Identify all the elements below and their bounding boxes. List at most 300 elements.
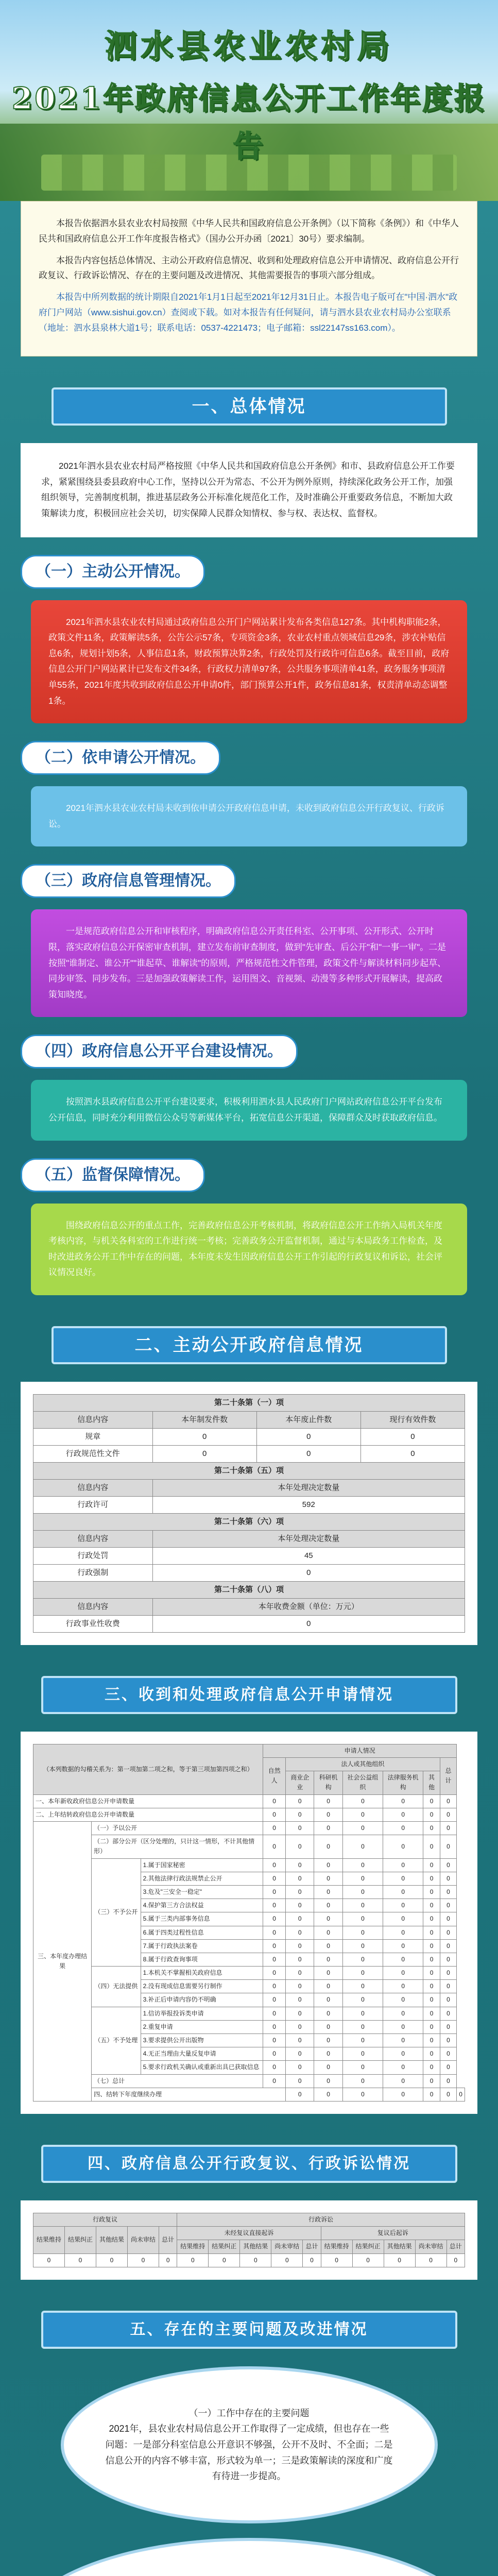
row-label: 6.属于四类过程性信息	[141, 1926, 263, 1939]
column-header: 信息内容	[33, 1411, 153, 1428]
table-cell: 0	[342, 2007, 383, 2020]
column-header: 总计	[303, 2240, 321, 2253]
active-info-tables	[21, 1382, 477, 1645]
table-corner-note: （本列数据的勾稽关系为：第一项加第二项之和，等于第三项加第四项之和）	[33, 1744, 263, 1794]
table-cell: 0	[342, 1926, 383, 1939]
table-cell: 0	[286, 1835, 314, 1858]
table-cell: 0	[152, 1445, 256, 1462]
report-header	[0, 0, 498, 201]
table-cell: 0	[314, 2034, 342, 2047]
table-cell: 0	[342, 1953, 383, 1966]
row-label: 1.信访举报投诉类申请	[141, 2007, 263, 2020]
column-header: 自然人	[263, 1758, 286, 1795]
column-header: 结果维持	[321, 2240, 352, 2253]
row-label: 4.无正当理由大量反复申请	[141, 2047, 263, 2061]
table-cell: 0	[263, 1939, 286, 1953]
column-header: 商业企业	[286, 1771, 314, 1794]
table-cell: 0	[342, 1885, 383, 1899]
table-row	[33, 1564, 465, 1581]
row-label: 一、本年新收政府信息公开申请数量	[33, 1794, 263, 1808]
table-cell: 0	[383, 1872, 423, 1885]
table-cell: 0	[314, 1872, 342, 1885]
table-cell: 0	[263, 1967, 286, 1980]
intro-paragraph: 本报告内容包括总体情况、主动公开政府信息情况、收到和处理政府信息公开申请情况、政府信息公开行政复议、行政诉讼情况、存在的主要问题及改进情况、其他需要报告的事项六部分组成。	[39, 255, 459, 281]
table-cell: 0	[314, 1926, 342, 1939]
applications-table	[33, 1744, 465, 2102]
applications-table-wrap	[21, 1732, 477, 2114]
table-cell: 0	[423, 1794, 440, 1808]
overview-card	[21, 443, 477, 537]
table-cell: 行政强制	[33, 1564, 153, 1581]
table-cell: 0	[423, 1926, 440, 1939]
subhead-supervision: （五）监督保障情况。	[21, 1158, 205, 1192]
table-cell: 0	[263, 1953, 286, 1966]
column-group-header: 申请人情况	[263, 1744, 457, 1757]
table-cell: 0	[342, 1835, 383, 1858]
table-row	[33, 1858, 465, 1872]
table-cell: 0	[440, 2074, 456, 2088]
intro-paragraph: 本报告依据泗水县农业农村局按照《中华人民共和国政府信息公开条例》（以下简称《条例》）和《中华人民共和国政府信息公开工作年度报告格式》（国办公开办函〔2021〕30号）要求编制。	[39, 218, 459, 244]
table-cell: 0	[314, 2047, 342, 2061]
table-cell: 0	[263, 2047, 286, 2061]
table-cell: 0	[314, 1858, 342, 1872]
table-cell: 0	[240, 2253, 271, 2267]
column-header: 结果纠正	[209, 2240, 240, 2253]
row-label: 3.要求提供公开出版物	[141, 2034, 263, 2047]
problems-title: （一）工作中存在的主要问题	[188, 2408, 310, 2418]
table-cell: 0	[383, 2047, 423, 2061]
supervision-text: 围绕政府信息公开的重点工作，完善政府信息公开考核机制，将政府信息公开工作纳入局机关年度考核内容，与机关各科室的工作进行统一考核；完善政务公开监督机制，通过与本局政务工作检查，及时改进政务公开工作中存在的问题，本年度未发生因政府信息公开工作引起的行政复议和诉讼，社会评议情况良好。	[48, 1220, 442, 1278]
table-title: 第二十条第（一）项	[33, 1394, 465, 1411]
table-cell: 0	[152, 1564, 465, 1581]
table-cell: 0	[314, 1993, 342, 2007]
table-cell: 0	[383, 2007, 423, 2020]
row-label: 二、上年结转政府信息公开申请数量	[33, 1808, 263, 1821]
table-row	[33, 2007, 465, 2020]
table-cell: 0	[286, 2061, 314, 2074]
table-cell: 0	[342, 1912, 383, 1926]
row-label: （七）总计	[92, 2074, 263, 2088]
report-title-line1: 泗水县农业农村局	[105, 27, 393, 65]
table-cell: 0	[383, 1885, 423, 1899]
table-cell: 0	[440, 1822, 456, 1835]
application-disclosure-box	[31, 786, 467, 846]
table-cell: 0	[440, 1953, 456, 1966]
table-cell: 0	[383, 2034, 423, 2047]
row-label: 2.没有现成信息需要另行制作	[141, 1980, 263, 1993]
table-row	[33, 1615, 465, 1632]
table-row	[33, 1835, 465, 1858]
table-cell: 0	[263, 2074, 286, 2088]
table-cell: 0	[159, 2253, 177, 2267]
table-cell: 0	[352, 2253, 384, 2267]
application-disclosure-text: 2021年泗水县农业农村局未收到依申请公开政府信息申请，未收到政府信息公开行政复议、行政诉讼。	[48, 803, 444, 829]
row-label: 7.属于行政执法案卷	[141, 1939, 263, 1953]
table-row	[33, 1547, 465, 1564]
table-cell: 0	[383, 1835, 423, 1858]
table-cell: 0	[440, 1899, 456, 1912]
table-row	[33, 1794, 465, 1808]
table-cell: 0	[423, 1835, 440, 1858]
row-label: 三、本年度办理结果	[33, 1822, 92, 2102]
table-cell: 0	[423, 2074, 440, 2088]
table-cell: 0	[286, 1953, 314, 1966]
table-cell: 592	[152, 1496, 465, 1513]
article20-item1-table	[33, 1394, 465, 1633]
table-cell: 0	[384, 2253, 415, 2267]
table-cell: 0	[263, 2034, 286, 2047]
row-label: （二）部分公开（区分处理的，只计这一情形，不计其他情形）	[92, 1835, 263, 1858]
table-cell: 0	[423, 1858, 440, 1872]
table-cell: 0	[128, 2253, 159, 2267]
table-cell: 0	[286, 1926, 314, 1939]
table-row	[33, 1445, 465, 1462]
intro-contact-paragraph: 本报告中所列数据的统计期限自2021年1月1日起至2021年12月31日止。本报告电子版可在"中国·泗水"政府门户网站（www.sishui.gov.cn）查阅或下载。如对本报告有任何疑问，请与泗水县农业农村局办公室联系（地址：泗水县泉林大道1号；联系电话：0537-4221473；电子邮箱：ssl22147ss163.com）。	[39, 292, 458, 333]
table-cell: 0	[342, 1899, 383, 1912]
table-cell: 0	[440, 2020, 456, 2033]
column-header: 本年制发件数	[152, 1411, 256, 1428]
problems-bubble	[64, 2369, 435, 2520]
table-cell: 0	[303, 2253, 321, 2267]
table-cell: 0	[314, 1967, 342, 1980]
column-header: 其他	[423, 1771, 440, 1794]
table-cell: 0	[383, 1953, 423, 1966]
table-title: 第二十条第（五）项	[33, 1462, 465, 1479]
table-cell: 0	[286, 2034, 314, 2047]
table-cell: 规章	[33, 1428, 153, 1445]
table-cell: 0	[263, 1980, 286, 1993]
section-banner-active-info: 二、主动公开政府信息情况	[51, 1326, 447, 1364]
table-cell: 0	[383, 1808, 423, 1821]
table-cell: 行政事业性收费	[33, 1615, 153, 1632]
table-row	[33, 1808, 465, 1821]
table-cell: 0	[423, 1953, 440, 1966]
table-cell: 0	[423, 1808, 440, 1821]
information-management-box	[31, 909, 467, 1017]
table-cell: 0	[342, 2020, 383, 2033]
table-cell: 0	[457, 2088, 465, 2101]
table-cell: 0	[440, 2047, 456, 2061]
table-cell: 0	[286, 2007, 314, 2020]
section-banner-problems: 五、存在的主要问题及改进情况	[41, 2311, 457, 2349]
table-cell: 0	[286, 1899, 314, 1912]
table-cell: 0	[152, 1428, 256, 1445]
column-header: 信息内容	[33, 1479, 153, 1496]
review-table-wrap	[21, 2200, 477, 2280]
table-cell: 0	[33, 2253, 65, 2267]
table-cell: 0	[286, 1794, 314, 1808]
column-header: 结果纠正	[352, 2240, 384, 2253]
table-cell: 0	[440, 1993, 456, 2007]
table-cell: 0	[342, 2088, 383, 2101]
table-cell: 0	[440, 1912, 456, 1926]
row-label: （三）不予公开	[92, 1858, 141, 1967]
table-cell: 0	[286, 1858, 314, 1872]
table-cell: 0	[440, 1967, 456, 1980]
table-cell: 0	[383, 2061, 423, 2074]
table-cell: 0	[314, 1939, 342, 1953]
row-label: 8.属于行政查询事项	[141, 1953, 263, 1966]
row-label: 2.其他法律行政法规禁止公开	[141, 1872, 263, 1885]
section-banner-review-litigation: 四、政府信息公开行政复议、行政诉讼情况	[41, 2145, 457, 2183]
table-cell: 0	[263, 1872, 286, 1885]
table-cell: 0	[383, 1967, 423, 1980]
table-cell: 0	[263, 2061, 286, 2074]
table-cell: 0	[286, 1939, 314, 1953]
table-cell: 0	[256, 1428, 360, 1445]
table-cell: 0	[152, 1615, 465, 1632]
table-cell: 0	[440, 1980, 456, 1993]
table-cell: 0	[423, 2047, 440, 2061]
column-group-header: 行政诉讼	[177, 2213, 465, 2226]
table-cell: 0	[383, 1899, 423, 1912]
column-group-header: 行政复议	[33, 2213, 177, 2226]
table-cell: 0	[415, 2253, 447, 2267]
table-row	[33, 1496, 465, 1513]
table-cell: 0	[440, 1872, 456, 1885]
table-cell: 0	[423, 1912, 440, 1926]
table-cell: 0	[286, 1980, 314, 1993]
table-cell: 0	[383, 2088, 423, 2101]
table-cell: 0	[286, 2020, 314, 2033]
row-label: 1.属于国家秘密	[141, 1858, 263, 1872]
row-label: 1.本机关不掌握相关政府信息	[141, 1967, 263, 1980]
table-cell: 0	[423, 1899, 440, 1912]
table-cell: 0	[360, 1445, 465, 1462]
column-header: 其他结果	[96, 2227, 128, 2253]
row-label: 4.保护第三方合法权益	[141, 1899, 263, 1912]
table-cell: 0	[383, 1939, 423, 1953]
table-cell: 0	[263, 1858, 286, 1872]
table-row	[33, 1967, 465, 1980]
table-cell: 0	[423, 1967, 440, 1980]
table-cell: 0	[423, 1939, 440, 1953]
table-cell: 0	[286, 2074, 314, 2088]
table-cell: 0	[263, 1912, 286, 1926]
subhead-application-disclosure: （二）依申请公开情况。	[21, 741, 220, 775]
table-cell: 0	[263, 1835, 286, 1858]
row-label: 2.重复申请	[141, 2020, 263, 2033]
row-label: 5.要求行政机关确认或重新出具已获取信息	[141, 2061, 263, 2074]
column-header: 本年处理决定数量	[152, 1479, 465, 1496]
table-cell: 0	[383, 1980, 423, 1993]
column-header: 信息内容	[33, 1598, 153, 1615]
column-header: 结果维持	[177, 2240, 209, 2253]
table-cell: 0	[383, 2020, 423, 2033]
subhead-platform-construction: （四）政府信息公开平台建设情况。	[21, 1035, 298, 1069]
platform-construction-text: 按照泗水县政府信息公开平台建设要求，积极利用泗水县人民政府门户网站政府信息公开平台发布公开信息，同时充分利用微信公众号等新媒体平台，拓宽信息公开渠道，保障群众及时获取政府信息。	[48, 1097, 442, 1123]
table-cell: 0	[342, 1993, 383, 2007]
improvements-bubble	[18, 2541, 481, 2576]
table-cell: 0	[314, 1912, 342, 1926]
table-cell: 0	[65, 2253, 96, 2267]
column-group-header: 复议后起诉	[321, 2227, 465, 2240]
table-cell: 0	[423, 1993, 440, 2007]
active-disclosure-text: 2021年泗水县农业农村局通过政府信息公开门户网站累计发布各类信息127条。其中机构职能2条，政策文件11条，政策解读5条，公告公示57条，专项资金3条，农业农村重点领域信息29条，涉农补贴信息6条，规划计划5条，人事信息1条，财政预算决算2条，行政处罚及行政许可信息6条。截至目前，政府信息公开门户网站累计已发布文件34条，行政权力清单97条，公共服务事项清单41条，政务服务事项清单55条，2021年度共收到政府信息公开申请0件，部门预算公开1件，政务信息81条，权责清单动态调整1条。	[48, 617, 450, 706]
table-cell: 0	[314, 1808, 342, 1821]
overview-text: 2021年泗水县农业农村局严格按照《中华人民共和国政府信息公开条例》和市、县政府信息公开工作要求，紧紧围绕县委县政府中心工作，坚持以公开为常态、不公开为例外原则，持续深化政务公开工作，加强组织领导，完善制度机制，推进基层政务公开标准化规范化工作，及时准确公开重要政务信息，不断加大政策解读力度，积极回应社会关切，切实保障人民群众知情权、参与权、表达权、监督权。	[41, 461, 455, 519]
column-header: 尚未审结	[128, 2227, 159, 2253]
table-cell: 0	[423, 2034, 440, 2047]
row-label: 5.属于三类内部事务信息	[141, 1912, 263, 1926]
column-header: 信息内容	[33, 1530, 153, 1547]
problems-text: 2021年，县农业农村局信息公开工作取得了一定成绩，但也存在一些问题：一是部分科室信息公开意识不够强，公开不及时、不全面；二是信息公开的内容不够丰富，形式较为单一；三是政策解读的深度和广度有待进一步提高。	[105, 2424, 393, 2482]
table-cell: 0	[423, 1980, 440, 1993]
column-header: 其他结果	[384, 2240, 415, 2253]
table-cell: 0	[423, 1885, 440, 1899]
table-cell: 0	[314, 1980, 342, 1993]
platform-construction-box	[31, 1080, 467, 1140]
column-header: 现行有效件数	[360, 1411, 465, 1428]
table-cell: 0	[286, 2047, 314, 2061]
table-cell: 0	[423, 2020, 440, 2033]
table-row	[33, 2088, 465, 2101]
table-cell: 0	[286, 1967, 314, 1980]
table-cell: 0	[96, 2253, 128, 2267]
table-cell: 0	[440, 2007, 456, 2020]
table-cell: 0	[440, 2088, 456, 2101]
table-cell: 0	[383, 1926, 423, 1939]
column-header: 尚未审结	[271, 2240, 303, 2253]
table-title: 第二十条第（八）项	[33, 1581, 465, 1598]
table-cell: 0	[263, 1899, 286, 1912]
table-cell: 0	[286, 1993, 314, 2007]
table-cell: 0	[177, 2253, 209, 2267]
table-cell: 0	[342, 1858, 383, 1872]
table-cell: 0	[423, 2061, 440, 2074]
table-cell: 0	[447, 2253, 465, 2267]
information-management-text: 一是规范政府信息公开和审核程序，明确政府信息公开责任科室、公开事项、公开形式、公开时限，落实政府信息公开保密审查机制，建立发布前审查制度，做到"先审查、后公开"和"一事一审"。二是按照"谁制定、谁公开""谁起草、谁解读"的原则，严格规范性文件管理，政策文件与解读材料同步起草、同步审签、同步发布。三是加强政策解读工作，运用图文、音视频、动漫等多种形式开展解读，提高政策知晓度。	[48, 926, 447, 999]
table-cell: 0	[314, 2007, 342, 2020]
column-header: 本年处理决定数量	[152, 1530, 465, 1547]
column-header: 总计	[447, 2240, 465, 2253]
table-cell: 0	[342, 2074, 383, 2088]
table-cell: 0	[263, 1822, 286, 1835]
table-title: 第二十条第（六）项	[33, 1513, 465, 1530]
supervision-box	[31, 1204, 467, 1295]
active-disclosure-box	[31, 600, 467, 724]
row-label: （一）予以公开	[92, 1822, 263, 1835]
review-litigation-table	[33, 2213, 465, 2267]
table-cell: 0	[286, 1885, 314, 1899]
table-cell: 0	[342, 1872, 383, 1885]
table-cell: 0	[263, 1794, 286, 1808]
table-cell: 0	[383, 1912, 423, 1926]
table-cell: 0	[440, 1808, 456, 1821]
column-header: 本年收费金额（单位：万元）	[152, 1598, 465, 1615]
table-cell: 0	[383, 1858, 423, 1872]
column-header: 科研机构	[314, 1771, 342, 1794]
table-cell: 0	[423, 2007, 440, 2020]
table-cell: 0	[314, 1953, 342, 1966]
table-cell: 0	[314, 1822, 342, 1835]
table-cell: 0	[314, 2074, 342, 2088]
table-row	[33, 2253, 465, 2267]
column-header: 结果纠正	[65, 2227, 96, 2253]
table-cell: 0	[263, 1993, 286, 2007]
table-cell: 0	[321, 2253, 352, 2267]
column-header: 结果维持	[33, 2227, 65, 2253]
table-cell: 0	[440, 2061, 456, 2074]
table-cell: 0	[286, 1808, 314, 1821]
table-cell: 0	[342, 1980, 383, 1993]
table-cell: 0	[440, 1885, 456, 1899]
row-label: （五）不予处理	[92, 2007, 141, 2074]
row-label: 3.危及"三安全一稳定"	[141, 1885, 263, 1899]
table-cell: 0	[263, 2007, 286, 2020]
table-cell: 0	[440, 1835, 456, 1858]
subhead-information-management: （三）政府信息管理情况。	[21, 864, 236, 898]
table-cell: 行政处罚	[33, 1547, 153, 1564]
table-cell: 行政规范性文件	[33, 1445, 153, 1462]
row-label: 四、结转下年度继续办理	[92, 2088, 286, 2101]
applications-table-body	[33, 1794, 465, 2101]
row-label: 3.补正后申请内容仍不明确	[141, 1993, 263, 2007]
column-group-header: 未经复议直接起诉	[177, 2227, 321, 2240]
column-header: 其他结果	[240, 2240, 271, 2253]
table-cell: 0	[263, 1885, 286, 1899]
column-header: 尚未审结	[415, 2240, 447, 2253]
table-cell: 0	[314, 2061, 342, 2074]
table-cell: 0	[342, 1808, 383, 1821]
table-cell: 0	[314, 1885, 342, 1899]
table-cell: 0	[314, 1794, 342, 1808]
table-cell: 0	[256, 1445, 360, 1462]
column-header: 法律服务机构	[383, 1771, 423, 1794]
report-title-line2: 2021年政府信息公开工作年度报告	[11, 81, 487, 164]
table-row	[33, 2074, 465, 2088]
table-cell: 45	[152, 1547, 465, 1564]
table-cell: 0	[342, 1794, 383, 1808]
table-cell: 0	[342, 2061, 383, 2074]
row-label: （四）无法提供	[92, 1967, 141, 2007]
table-cell: 0	[383, 1993, 423, 2007]
table-row	[33, 1428, 465, 1445]
table-cell: 0	[314, 1899, 342, 1912]
table-cell: 0	[383, 1794, 423, 1808]
section-banner-applications: 三、收到和处理政府信息公开申请情况	[41, 1676, 457, 1714]
table-cell: 0	[286, 1912, 314, 1926]
table-cell: 0	[263, 1926, 286, 1939]
table-cell: 0	[383, 2074, 423, 2088]
subhead-active-disclosure: （一）主动公开情况。	[21, 555, 205, 589]
table-cell: 0	[423, 1822, 440, 1835]
column-header: 总计	[440, 1758, 456, 1795]
column-header: 社会公益组织	[342, 1771, 383, 1794]
table-row	[33, 1822, 465, 1835]
table-cell: 0	[263, 2020, 286, 2033]
table-cell: 0	[440, 1794, 456, 1808]
section-banner-overview: 一、总体情况	[51, 387, 447, 426]
table-cell: 0	[342, 2047, 383, 2061]
table-cell: 0	[342, 1822, 383, 1835]
table-cell: 0	[271, 2253, 303, 2267]
table-cell: 0	[314, 2020, 342, 2033]
table-cell: 0	[440, 1926, 456, 1939]
table-cell: 0	[440, 1858, 456, 1872]
column-header: 本年废止件数	[256, 1411, 360, 1428]
table-cell: 0	[423, 2088, 440, 2101]
table-cell: 0	[263, 1808, 286, 1821]
table-cell: 0	[440, 1939, 456, 1953]
table-cell: 0	[423, 1872, 440, 1885]
table-cell: 0	[440, 2034, 456, 2047]
table-cell: 0	[314, 2088, 342, 2101]
table-cell: 0	[286, 1872, 314, 1885]
table-cell: 0	[342, 2034, 383, 2047]
table-cell: 0	[360, 1428, 465, 1445]
table-cell: 0	[314, 1835, 342, 1858]
